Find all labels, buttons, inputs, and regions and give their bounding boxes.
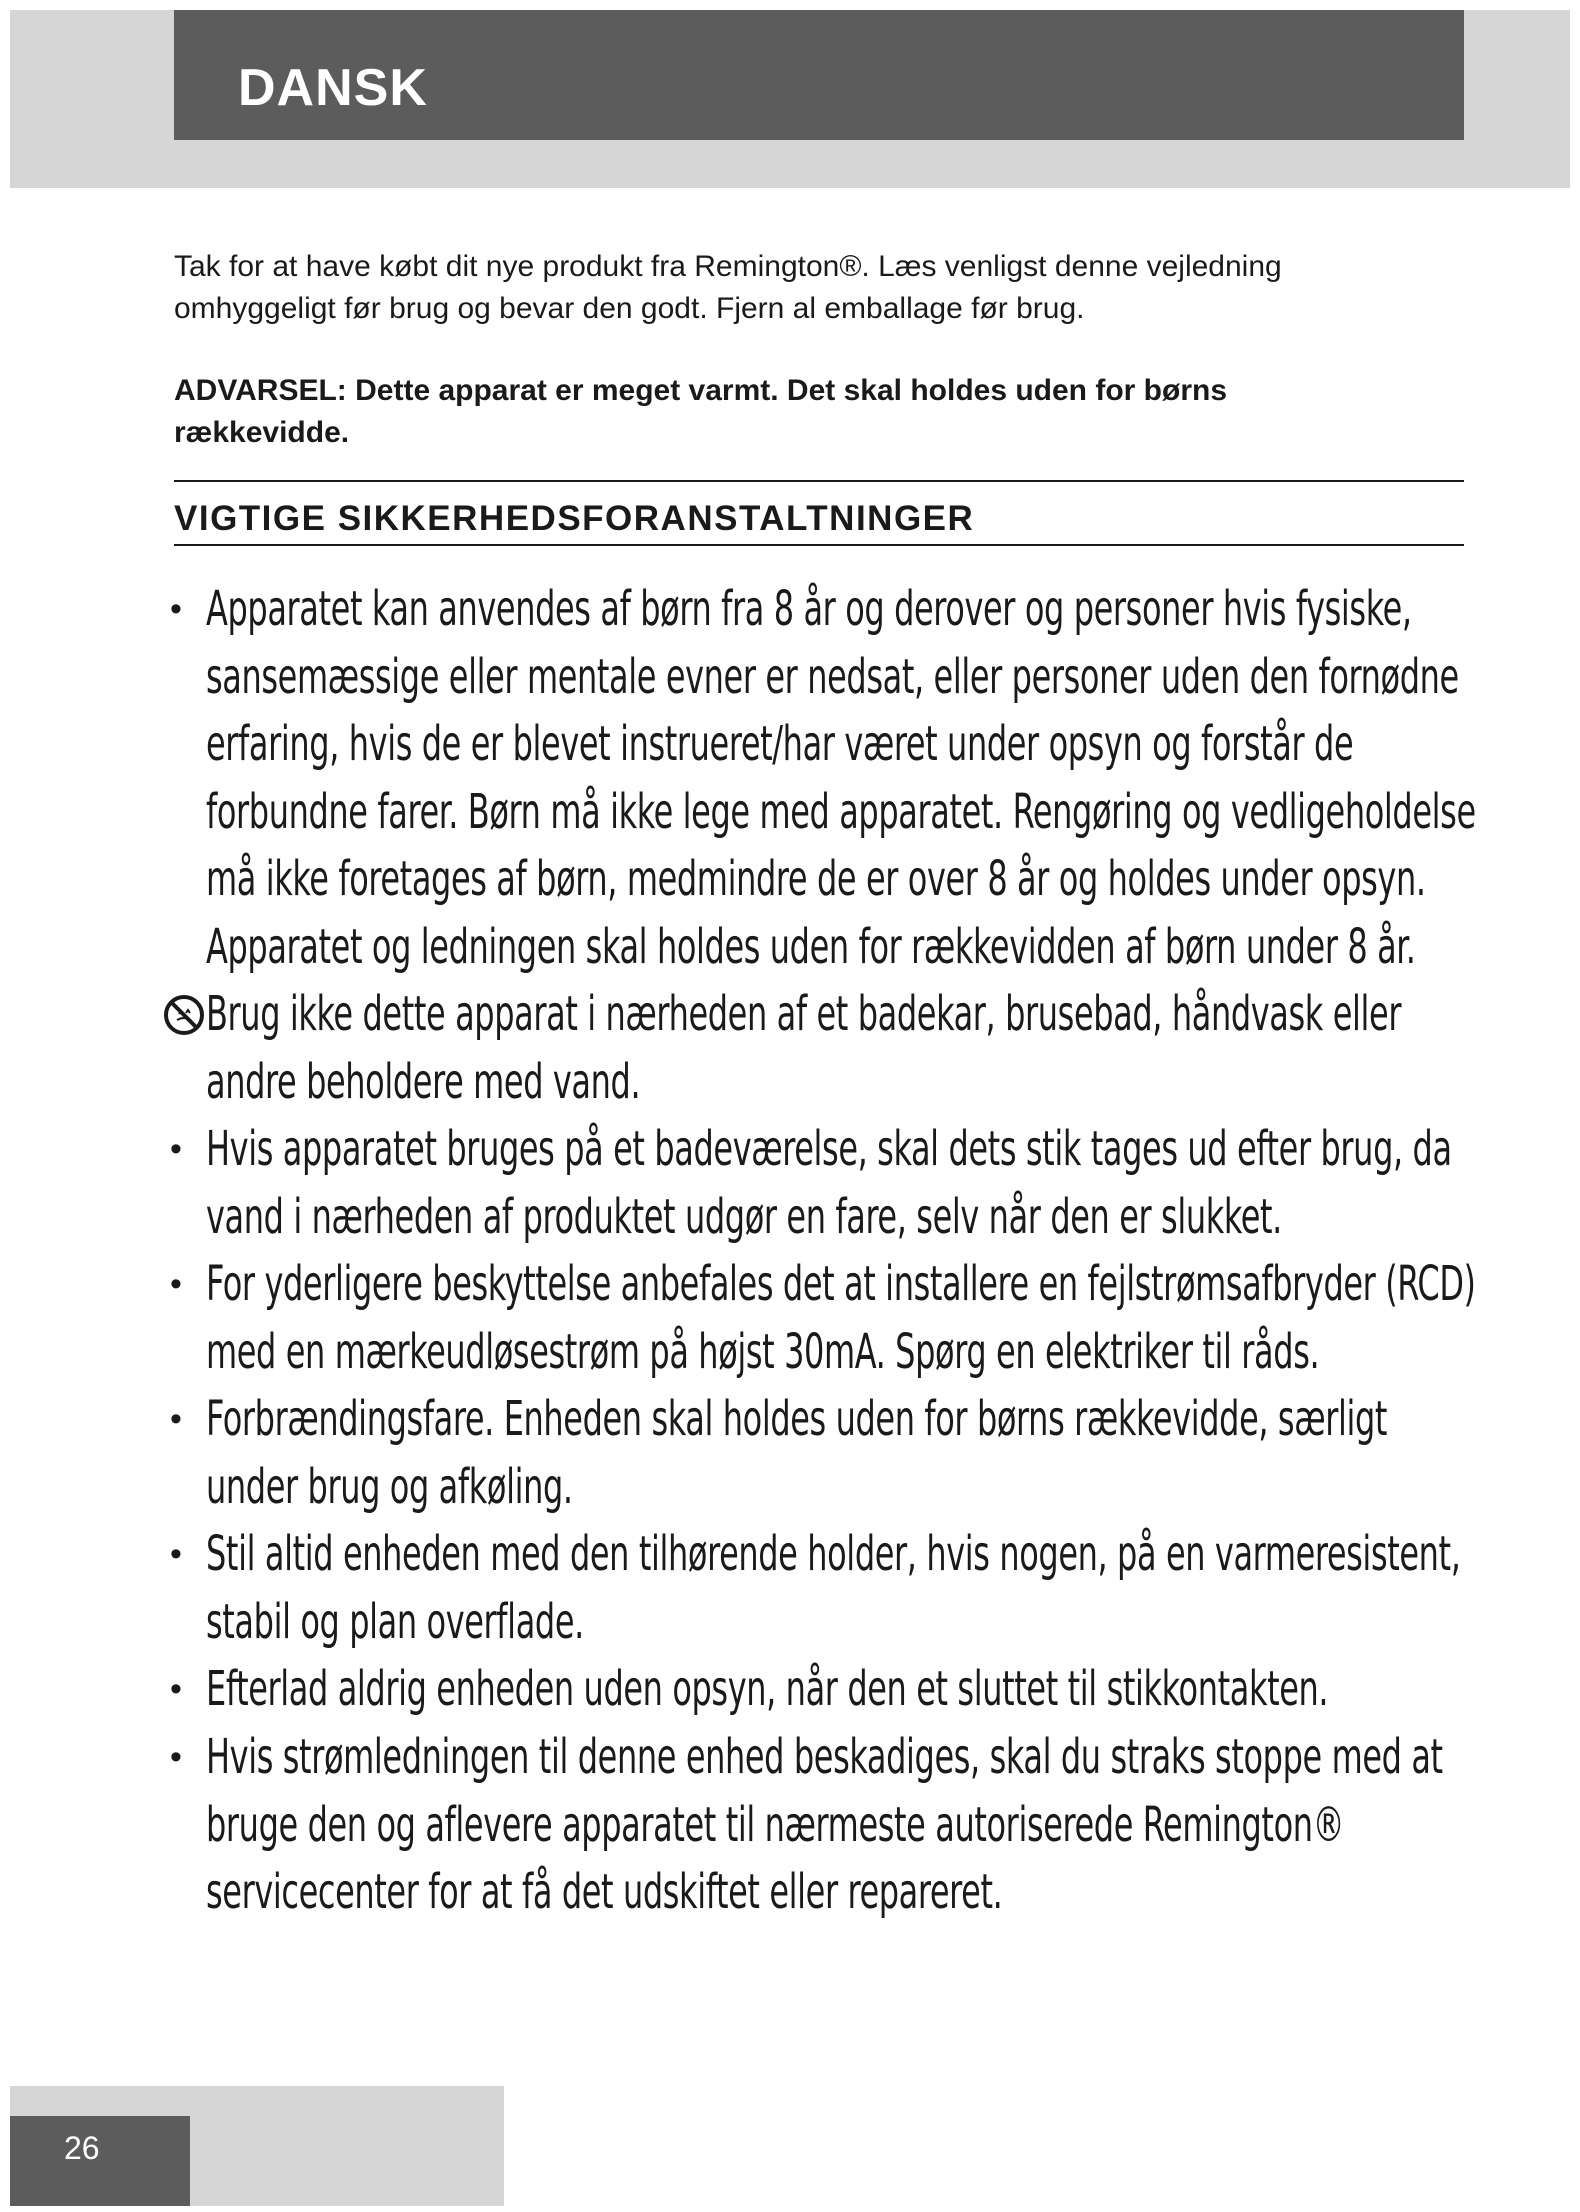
list-item-text: Forbrændingsfare. Enheden skal holdes uden for børns rækkevidde, særligt under brug og afkøling. — [206, 1391, 1388, 1515]
bullet-marker: • — [170, 1670, 182, 1708]
page-title: DANSK — [238, 59, 428, 117]
no-water-icon — [162, 993, 206, 1037]
warning-paragraph: ADVARSEL: Dette apparat er meget varmt. Det skal holdes uden for børns rækkevidde. — [174, 374, 1228, 449]
list-item — [168, 576, 1508, 981]
list-item-text: Efterlad aldrig enheden uden opsyn, når den et sluttet til stikkontakten. — [206, 1661, 1329, 1717]
list-item-text: Hvis apparatet bruges på et badeværelse, skal dets stik tages ud efter brug, da vand i nærheden af produktet udgør en fare, selv når den er slukket. — [206, 1121, 1452, 1245]
list-item-text: Apparatet kan anvendes af børn fra 8 år og derover og personer hvis fysiske, sansemæssige eller mentale evner er nedsat, eller personer uden den fornødne erfaring, hvis de er blevet instrueret/har været under opsyn og forstår de forbundne farer. Børn må ikke lege med apparatet. Rengøring og vedligeholdelse må ikke foretages af børn, medmindre de er over 8 år og holdes under opsyn. Apparatet og ledningen skal holdes uden for rækkevidden af børn under 8 år. — [206, 581, 1476, 975]
list-item-text: Brug ikke dette apparat i nærheden af et badekar, brusebad, håndvask eller andre beholdere med vand. — [206, 986, 1402, 1110]
bullet-marker: • — [170, 1738, 182, 1776]
bullet-marker: • — [170, 1130, 182, 1168]
bullet-marker: • — [170, 1400, 182, 1438]
bullet-marker: • — [170, 1265, 182, 1303]
bullet-marker: • — [170, 1535, 182, 1573]
intro-paragraph: Tak for at have købt dit nye produkt fra Remington®. Læs venligst denne vejledning omhyggeligt før brug og bevar den godt. Fjern al emballage før brug. — [174, 250, 1282, 325]
section-divider-top — [174, 480, 1464, 482]
list-item — [168, 1251, 1508, 1386]
safety-list — [168, 576, 1508, 1927]
list-item — [168, 1521, 1508, 1656]
page-number: 26 — [64, 2130, 100, 2166]
list-item — [168, 1386, 1508, 1521]
section-divider-bottom — [174, 544, 1464, 546]
list-item-text: For yderligere beskyttelse anbefales det at installere en fejlstrømsafbryder (RCD) med en mærkeudløsestrøm på højst 30mA. Spørg en elektriker til råds. — [206, 1256, 1476, 1380]
list-item — [168, 1724, 1508, 1927]
list-item — [168, 1656, 1508, 1724]
bullet-marker: • — [170, 590, 182, 628]
list-item-text: Stil altid enheden med den tilhørende holder, hvis nogen, på en varmeresistent, stabil og plan overflade. — [206, 1526, 1461, 1650]
list-item — [168, 981, 1508, 1116]
list-item — [168, 1116, 1508, 1251]
page-number-box — [10, 2116, 190, 2206]
list-item-text: Hvis strømledningen til denne enhed beskadiges, skal du straks stoppe med at bruge den og aflevere apparatet til nærmeste autoriserede Remington® servicecenter for at få det udskiftet eller repareret. — [206, 1729, 1443, 1920]
section-heading: VIGTIGE SIKKERHEDSFORANSTALTNINGER — [174, 499, 975, 538]
